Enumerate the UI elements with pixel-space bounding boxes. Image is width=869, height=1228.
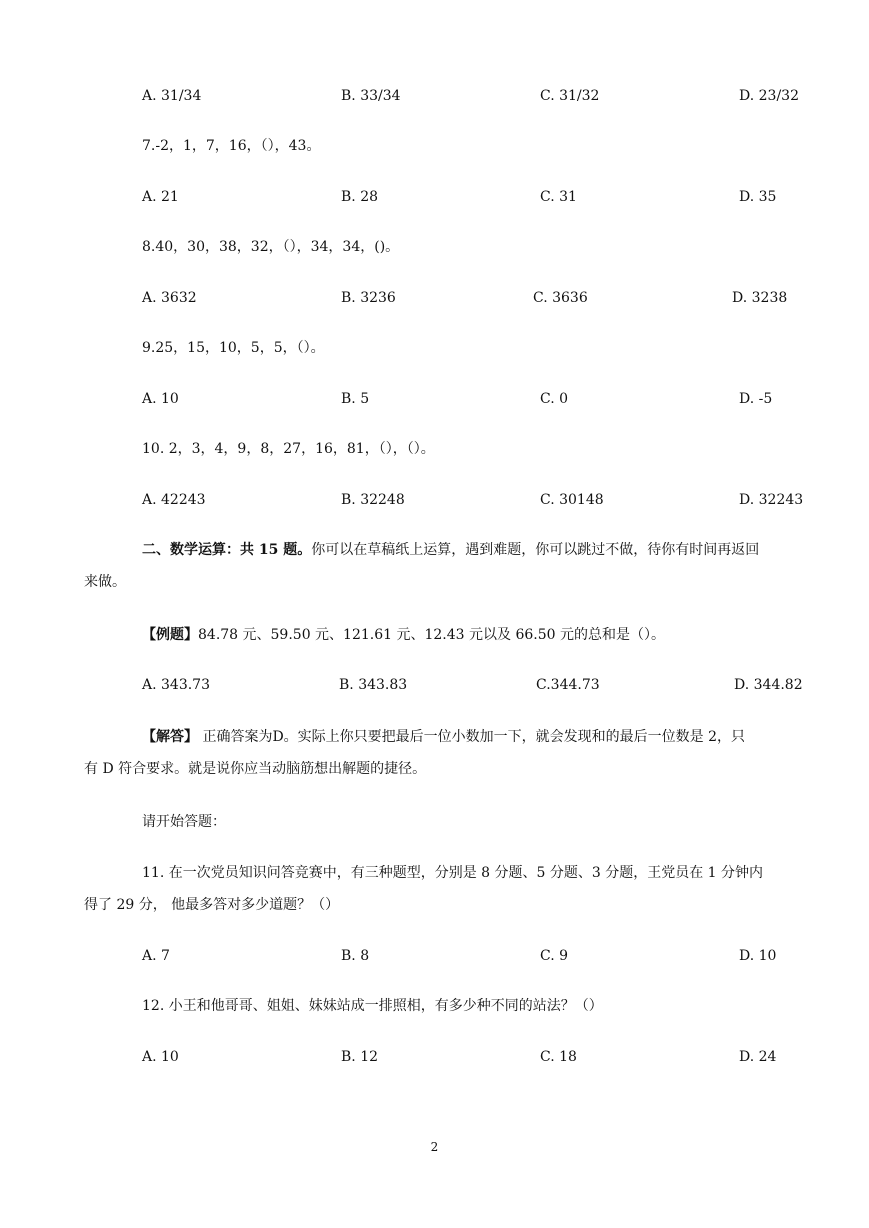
page-number: 2 — [430, 1140, 439, 1154]
question-11-text: 11. 在一次党员知识问答竞赛中，有三种题型，分别是 8 分题、5 分题、3 分题，王党员在 1 分钟内 — [142, 865, 764, 881]
q8-options — [0, 286, 869, 310]
option-d: D. 23/32 — [739, 88, 799, 104]
answer-text-cont: 有 D 符合要求。就是说你应当动脑筋想出解题的捷径。 — [84, 761, 427, 777]
option-d: D. 32243 — [739, 492, 804, 508]
question-7-text: 7.-2，1，7，16，（），43。 — [142, 138, 321, 154]
option-a: A. 21 — [142, 189, 179, 205]
question-12-text: 12. 小王和他哥哥、姐姐、妹妹站成一排照相，有多少种不同的站法？（） — [142, 998, 603, 1014]
question-9-text: 9.25，15，10，5，5，（）。 — [142, 340, 325, 356]
q10-options — [0, 488, 869, 512]
option-d: D. 24 — [739, 1049, 777, 1065]
example-label: 【例题】 — [142, 627, 198, 643]
option-c: C. 30148 — [540, 492, 604, 508]
option-a: A. 7 — [142, 948, 170, 964]
section-2-heading: 二、数学运算：共 15 题。 — [142, 542, 312, 558]
question-10 — [0, 437, 869, 461]
answer-text: 正确答案为D。实际上你只要把最后一位小数加一下，就会发现和的最后一位数是 2，只 — [198, 729, 746, 745]
section-2-intro — [142, 535, 822, 565]
option-d: D. 3238 — [732, 290, 788, 306]
question-9 — [0, 336, 869, 360]
option-d: D. 35 — [739, 189, 777, 205]
option-d: D. -5 — [739, 391, 773, 407]
option-d: D. 344.82 — [734, 677, 803, 693]
option-c: C. 31/32 — [540, 88, 600, 104]
section-2-text-cont: 来做。 — [84, 574, 126, 590]
q7-options — [0, 185, 869, 209]
question-10-text: 10. 2，3，4，9，8，27，16，81，（），（）。 — [142, 441, 435, 457]
option-a: A. 31/34 — [142, 88, 202, 104]
option-a: A. 42243 — [142, 492, 206, 508]
example-options — [0, 673, 869, 697]
option-b: B. 5 — [341, 391, 370, 407]
q12-options — [0, 1045, 869, 1069]
answer-explanation — [142, 722, 862, 752]
option-b: B. 8 — [341, 948, 370, 964]
option-c: C. 0 — [540, 391, 569, 407]
example-question — [142, 620, 842, 650]
option-b: B. 3236 — [341, 290, 396, 306]
question-11-text-cont: 得了 29 分， 他最多答对多少道题？（） — [84, 897, 340, 913]
question-8-text: 8.40，30，38，32，（），34，34，()。 — [142, 239, 400, 255]
option-d: D. 10 — [739, 948, 777, 964]
option-c: C. 9 — [540, 948, 569, 964]
section-2-text: 你可以在草稿纸上运算，遇到难题，你可以跳过不做，待你有时间再返回 — [311, 542, 760, 558]
option-a: A. 10 — [142, 391, 179, 407]
example-text: 84.78 元、59.50 元、121.61 元、12.43 元以及 66.50 元的总和是（）。 — [198, 627, 666, 643]
q11-options — [0, 944, 869, 968]
option-b: B. 343.83 — [339, 677, 408, 693]
question-7 — [0, 134, 869, 158]
question-8 — [0, 235, 869, 259]
q6-options — [0, 84, 869, 108]
option-c: C. 31 — [540, 189, 577, 205]
option-a: A. 3632 — [142, 290, 197, 306]
q9-options — [0, 387, 869, 411]
option-c: C. 3636 — [533, 290, 588, 306]
option-c: C.344.73 — [536, 677, 600, 693]
option-b: B. 12 — [341, 1049, 379, 1065]
option-b: B. 32248 — [341, 492, 405, 508]
option-a: A. 343.73 — [142, 677, 210, 693]
option-c: C. 18 — [540, 1049, 577, 1065]
option-b: B. 28 — [341, 189, 379, 205]
start-instruction: 请开始答题： — [142, 814, 226, 830]
option-b: B. 33/34 — [341, 88, 401, 104]
answer-label: 【解答】 — [142, 729, 198, 745]
option-a: A. 10 — [142, 1049, 179, 1065]
